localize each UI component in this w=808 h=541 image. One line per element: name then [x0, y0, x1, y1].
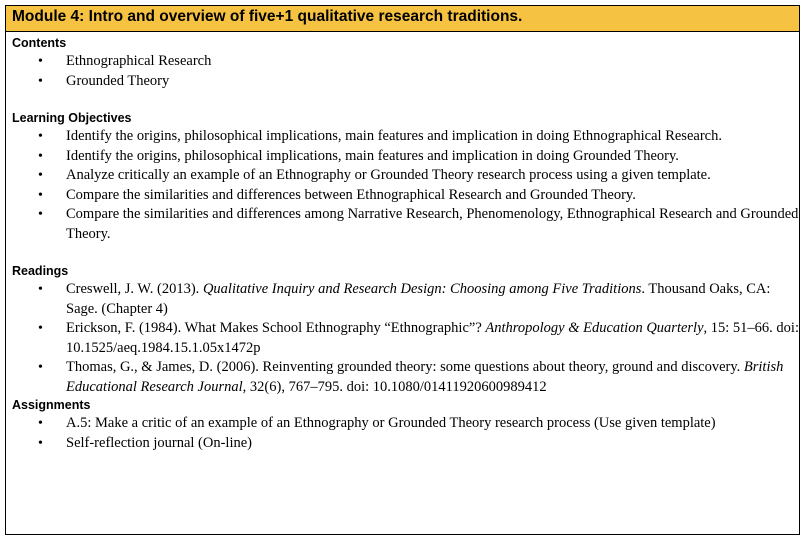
spacer	[6, 91, 799, 110]
module-title: Module 4: Intro and overview of five+1 qualitative research traditions.	[6, 6, 799, 32]
objectives-list	[6, 127, 799, 244]
list-item: • A.5: Make a critic of an example of an Ethnography or Grounded Theory research process (Use given template)	[36, 414, 799, 434]
bullet-icon: •	[38, 54, 43, 69]
module-box	[5, 5, 800, 535]
bullet-icon: •	[38, 168, 43, 183]
bullet-icon: •	[38, 282, 43, 297]
contents-list	[6, 52, 799, 91]
bullet-icon: •	[38, 360, 43, 375]
list-item: • Compare the similarities and differences between Ethnographical Research and Grounded Theory.	[36, 186, 799, 206]
readings-list	[6, 280, 799, 397]
list-item: • Creswell, J. W. (2013). Qualitative Inquiry and Research Design: Choosing among Five Traditions. Thousand Oaks, CA: Sage. (Chapter 4)	[38, 281, 771, 317]
assignments-heading: Assignments	[12, 398, 91, 412]
objectives-heading: Learning Objectives	[12, 111, 132, 125]
list-item: • Compare the similarities and differences among Narrative Research, Phenomenology, Ethnographical Research and Grounded Theory.	[38, 206, 799, 242]
list-item: • Identify the origins, philosophical implications, main features and implication in doing Grounded Theory.	[36, 147, 799, 167]
bullet-icon: •	[38, 207, 43, 222]
module-content	[6, 32, 799, 453]
list-item: • Erickson, F. (1984). What Makes School Ethnography “Ethnographic”? Anthropology & Education Quarterly, 15: 51–66. doi: 10.1525/aeq.1984.15.1.05x1472p	[38, 320, 799, 356]
list-item: • Identify the origins, philosophical implications, main features and implication in doing Ethnographical Research.	[36, 127, 799, 147]
list-item: • Grounded Theory	[36, 72, 799, 92]
bullet-icon: •	[38, 416, 43, 431]
bullet-icon: •	[38, 129, 43, 144]
contents-heading: Contents	[12, 36, 67, 50]
bullet-icon: •	[38, 321, 43, 336]
list-item: • Thomas, G., & James, D. (2006). Reinventing grounded theory: some questions about theory, ground and discovery. British Educational Research Journal, 32(6), 767–795. doi: 10.1080/01411920600989412	[38, 359, 784, 395]
bullet-icon: •	[38, 435, 43, 451]
bullet-icon: •	[38, 148, 43, 164]
bullet-icon: •	[38, 73, 43, 89]
list-item: • Self-reflection journal (On-line)	[36, 434, 799, 454]
spacer	[6, 244, 799, 263]
readings-heading: Readings	[12, 264, 69, 278]
bullet-icon: •	[38, 187, 43, 203]
assignments-list	[6, 414, 799, 453]
list-item: • Ethnographical Research	[36, 52, 799, 72]
list-item: • Analyze critically an example of an Ethnography or Grounded Theory research process using a given template.	[36, 166, 799, 186]
